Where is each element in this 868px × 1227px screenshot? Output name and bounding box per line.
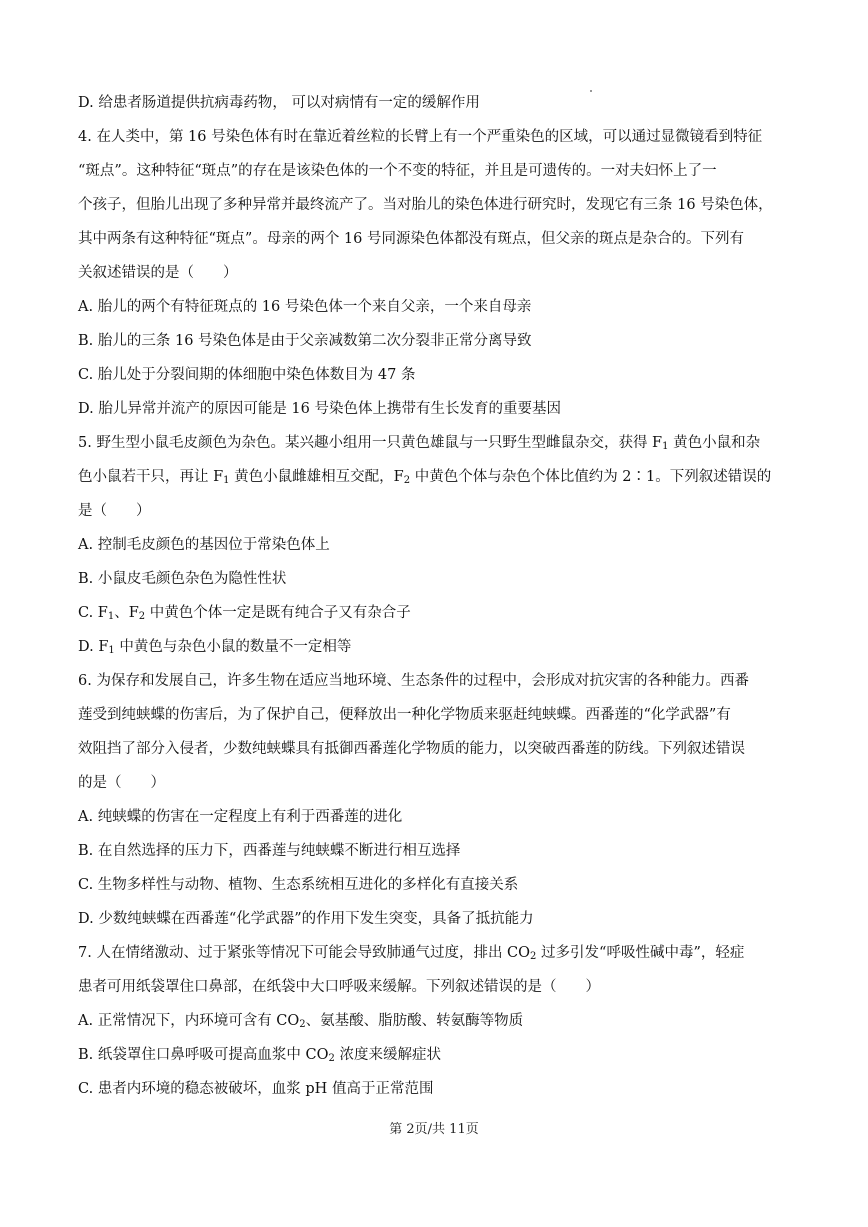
q6-option-a: A. 纯蛱蝶的伤害在一定程度上有利于西番莲的进化	[78, 809, 403, 825]
q6-option-b: B. 在自然选择的压力下，西番莲与纯蛱蝶不断进行相互选择	[78, 843, 461, 859]
q4-option-c: C. 胎儿处于分裂间期的体细胞中染色体数目为 47 条	[78, 367, 416, 383]
q5-stem-line	[78, 460, 800, 494]
subscript: 1	[107, 611, 115, 622]
q5-text: 、F	[114, 605, 139, 621]
q7-option-a	[78, 1004, 800, 1038]
q5-text: 中黄色与杂色小鼠的数量不一定相等	[114, 639, 352, 655]
q7-option-c: C. 患者内环境的稳态被破坏，血浆 pH 值高于正常范围	[78, 1081, 434, 1097]
q4-option-b: B. 胎儿的三条 16 号染色体是由于父亲减数第二次分裂非正常分离导致	[78, 333, 532, 349]
q5-option-b: B. 小鼠皮毛颜色杂色为隐性性状	[78, 571, 287, 587]
q4-stem-line: 关叙述错误的是（ ）	[78, 265, 238, 281]
q5-text: 中黄色个体一定是既有纯合子又有杂合子	[145, 605, 411, 621]
q6-stem-line: 莲受到纯蛱蝶的伤害后，为了保护自己，便释放出一种化学物质来驱赶纯蛱蝶。西番莲的“化学武器”有	[78, 707, 731, 723]
subscript: 2	[403, 475, 411, 486]
q5-stem-line: 是（ ）	[78, 503, 151, 519]
q7-text: 过多引发“呼吸性碱中毒”，轻症	[536, 945, 745, 961]
q4-stem-line: 个孩子，但胎儿出现了多种异常并最终流产了。当对胎儿的染色体进行研究时，发现它有三条 16 号染色体，	[78, 197, 773, 213]
q6-stem-line: 6. 为保存和发展自己，许多生物在适应当地环境、生态条件的过程中，会形成对抗灾害的各种能力。西番	[78, 673, 749, 689]
q4-stem-line: 其中两条有这种特征“斑点”。母亲的两个 16 号同源染色体都没有斑点，但父亲的斑点是杂合的。下列有	[78, 231, 744, 247]
q3-option-d: D. 给患者肠道提供抗病毒药物， 可以对病情有一定的缓解作用	[78, 95, 480, 111]
q7-stem-line: 患者可用纸袋罩住口鼻部，在纸袋中大口呼吸来缓解。下列叙述错误的是（ ）	[78, 979, 600, 995]
q5-text: 中黄色个体与杂色个体比值约为 2∶1。下列叙述错误的	[410, 469, 772, 485]
q4-stem-line: 4. 在人类中，第 16 号染色体有时在靠近着丝粒的长臂上有一个严重染色的区域，可以通过显微镜看到特征	[78, 129, 763, 145]
q4-stem	[78, 120, 800, 290]
q7-text: B. 纸袋罩住口鼻呼吸可提高血浆中 CO	[78, 1047, 329, 1063]
q5-stem-line	[78, 426, 800, 460]
q5-option-c	[78, 596, 800, 630]
q7-text: A. 正常情况下，内环境可含有 CO	[78, 1013, 300, 1029]
q6-option-d: D. 少数纯蛱蝶在西番莲“化学武器”的作用下发生突变，具备了抵抗能力	[78, 911, 534, 927]
q4-option-d: D. 胎儿异常并流产的原因可能是 16 号染色体上携带有生长发育的重要基因	[78, 401, 561, 417]
document-body	[78, 86, 800, 1106]
subscript: 2	[328, 1053, 335, 1064]
q5-text: 黄色小鼠雌雄相互交配，F	[229, 469, 404, 485]
q7-text: 浓度来缓解症状	[334, 1047, 441, 1063]
q4-stem-line: “斑点”。这种特征“斑点”的存在是该染色体的一个不变的特征，并且是可遗传的。一对夫妇怀上了一	[78, 163, 717, 179]
q5-text: 黄色小鼠和杂	[668, 435, 761, 451]
q5-option-a: A. 控制毛皮颜色的基因位于常染色体上	[78, 537, 330, 553]
subscript: 2	[299, 1019, 306, 1030]
q5-text: C. F	[78, 605, 108, 621]
q5-text: 5. 野生型小鼠毛皮颜色为杂色。某兴趣小组用一只黄色雄鼠与一只野生型雌鼠杂交，获得 F	[78, 435, 663, 451]
subscript: 1	[662, 441, 669, 452]
q7-stem-line	[78, 936, 800, 970]
q7-text: 7. 人在情绪激动、过于紧张等情况下可能会导致肺通气过度，排出 CO	[78, 945, 531, 961]
q5-option-d	[78, 630, 800, 664]
subscript: 1	[223, 475, 230, 486]
subscript: 2	[138, 611, 146, 622]
q7-option-b	[78, 1038, 800, 1072]
q6-option-c: C. 生物多样性与动物、植物、生态系统相互进化的多样化有直接关系	[78, 877, 519, 893]
subscript: 2	[530, 951, 537, 962]
q7-text: 、氨基酸、脂肪酸、转氨酶等物质	[305, 1013, 524, 1029]
q5-text: D. F	[78, 639, 109, 655]
q4-option-a: A. 胎儿的两个有特征斑点的 16 号染色体一个来自父亲，一个来自母亲	[78, 299, 532, 315]
q6-stem	[78, 664, 800, 800]
page-number-footer: 第 2页/共 11页	[389, 1122, 479, 1137]
q5-text: 色小鼠若干只，再让 F	[78, 469, 224, 485]
subscript: 1	[108, 645, 115, 656]
q6-stem-line: 的是（ ）	[78, 775, 165, 791]
q6-stem-line: 效阻挡了部分入侵者，少数纯蛱蝶具有抵御西番莲化学物质的能力，以突破西番莲的防线。下列叙述错误	[78, 741, 745, 757]
